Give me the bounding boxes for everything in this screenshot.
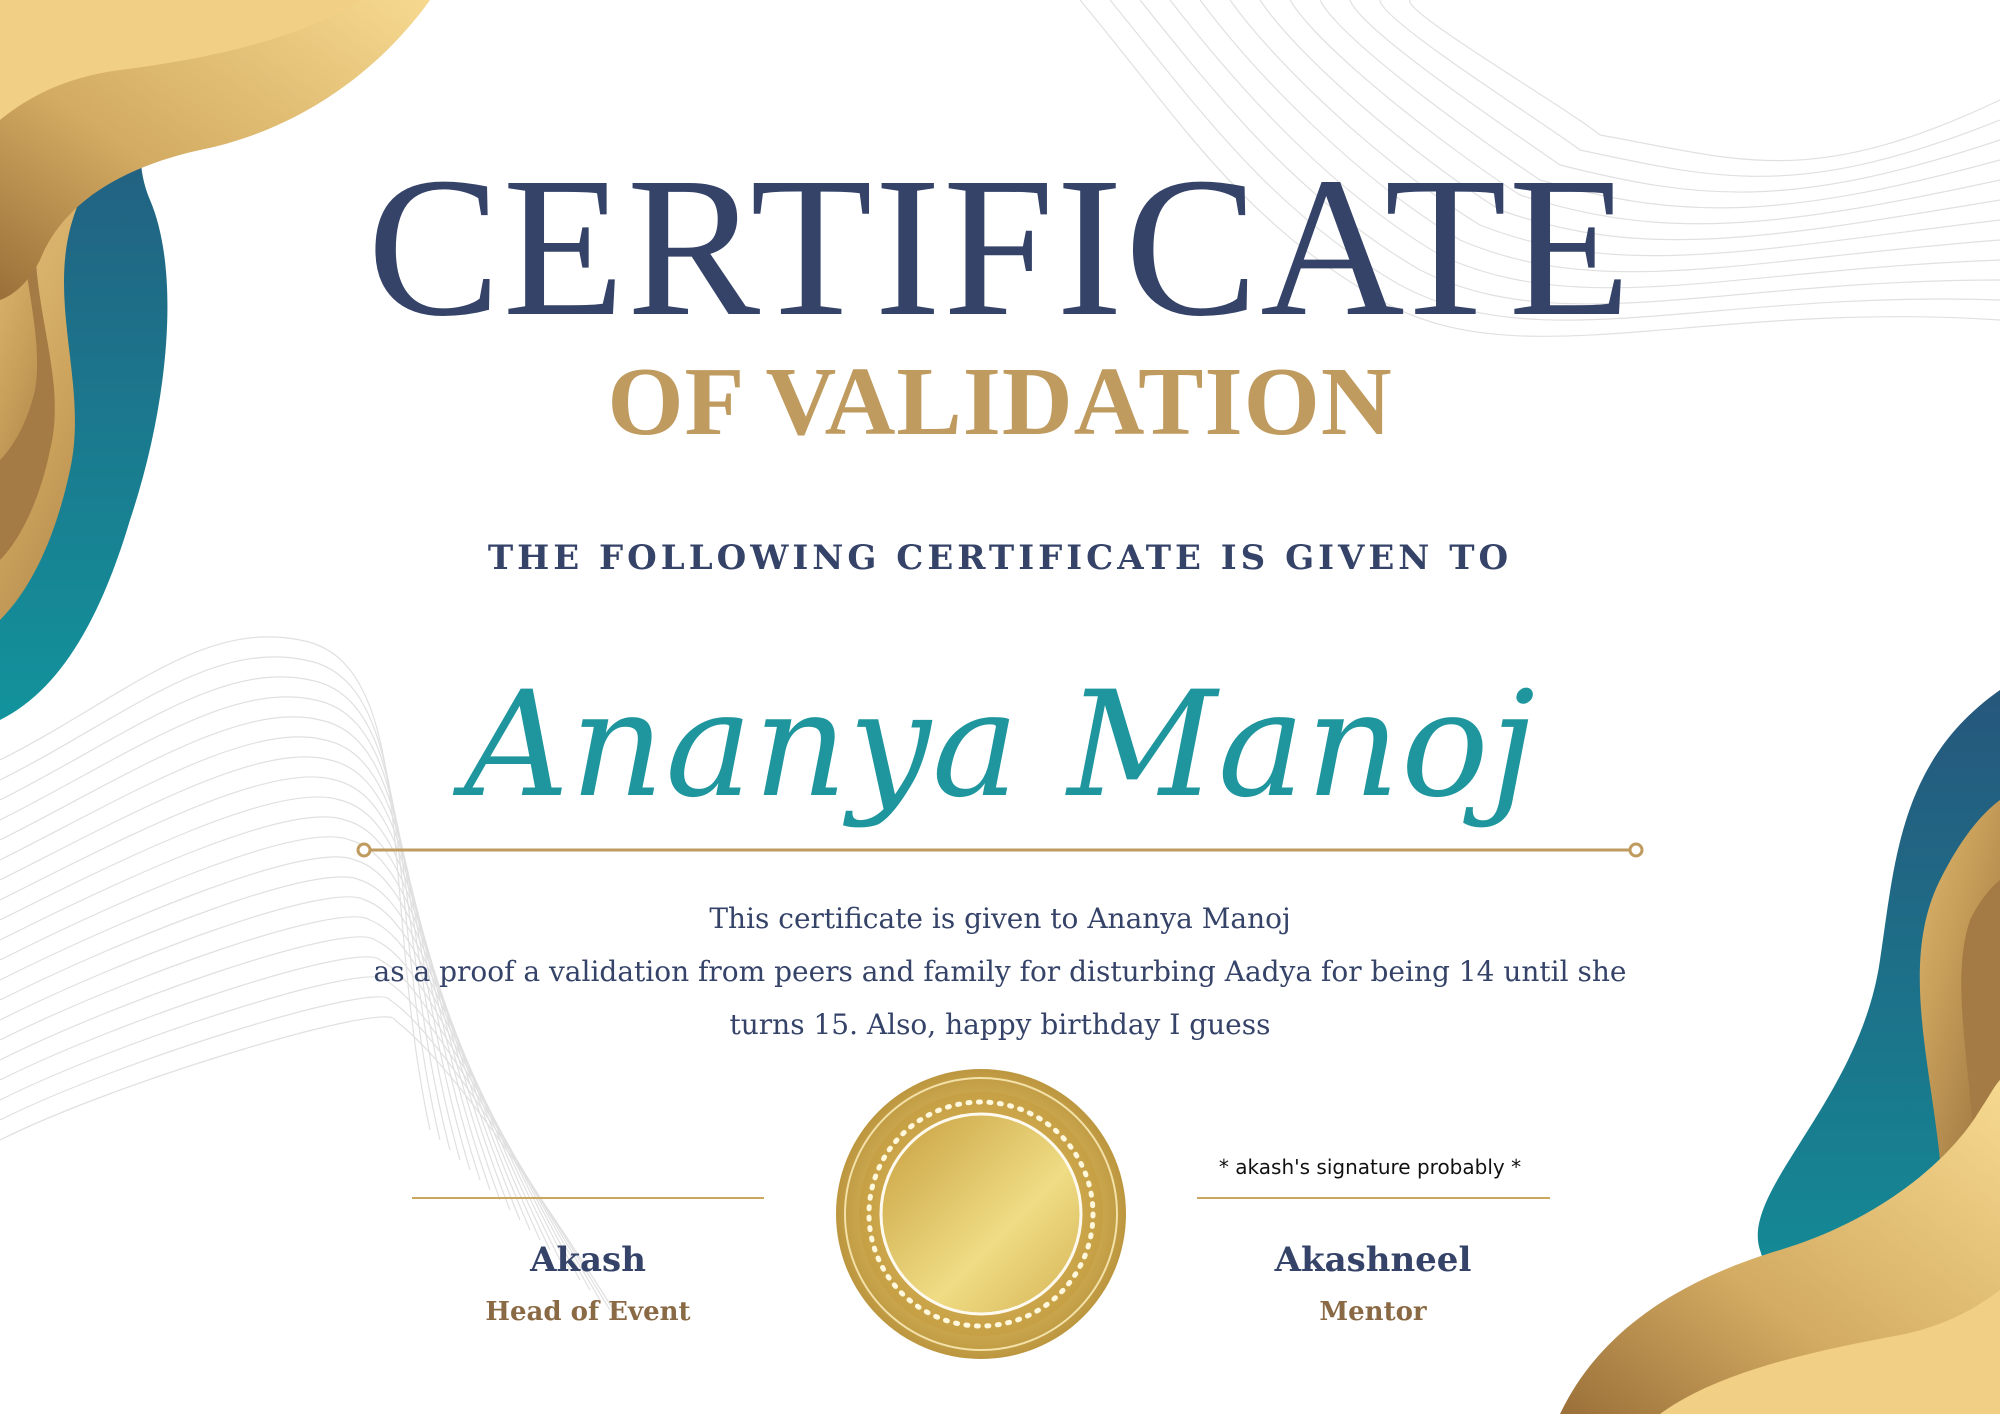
intro-line: THE FOLLOWING CERTIFICATE IS GIVEN TO (487, 538, 1513, 578)
body-line-1: This certificate is given to Ananya Manoj (709, 902, 1291, 935)
certificate-body (370, 892, 1630, 1051)
gold-seal (836, 1069, 1126, 1359)
signer-right-role: Mentor (1319, 1297, 1427, 1327)
body-line-3: turns 15. Also, happy birthday I guess (729, 1008, 1271, 1041)
body-line-2: as a proof a validation from peers and family for disturbing Aadya for being 14 until she (373, 955, 1627, 988)
recipient-name: Ananya Manoj (463, 660, 1537, 830)
signer-left-role: Head of Event (485, 1297, 691, 1327)
signer-left-name: Akash (530, 1240, 646, 1280)
signer-right-name: Akashneel (1274, 1240, 1472, 1280)
certificate-subtitle: OF VALIDATION (607, 348, 1393, 456)
signature-note: * akash's signature probably * (1218, 1155, 1522, 1179)
name-underline (358, 844, 1642, 856)
certificate-title: CERTIFICATE (367, 137, 1633, 358)
